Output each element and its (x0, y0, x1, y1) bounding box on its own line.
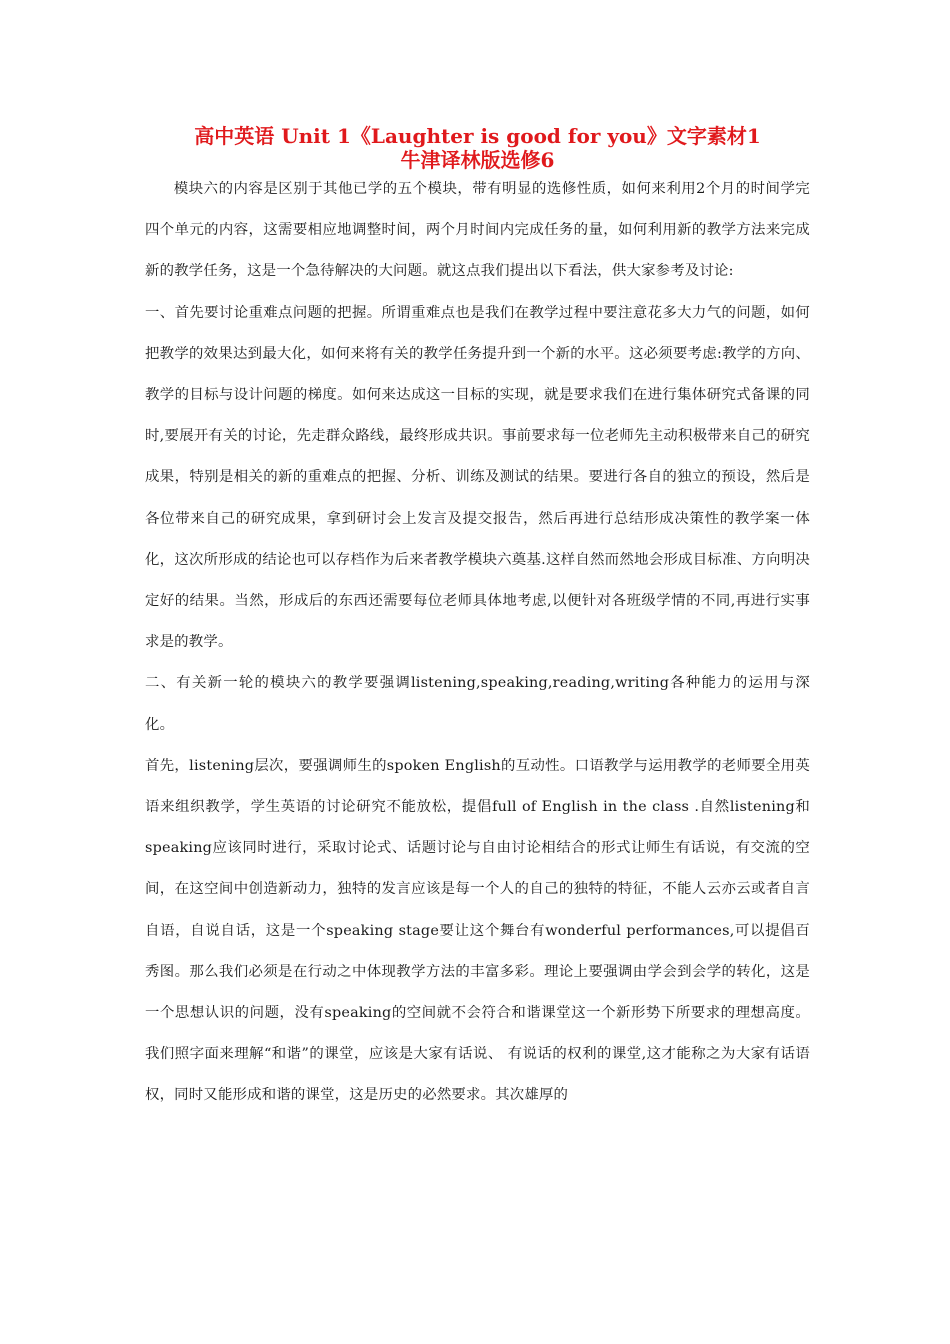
paragraph-section-one: 一、首先要讨论重难点问题的把握。所谓重难点也是我们在教学过程中要注意花多大力气的问题，如何把教学的效果达到最大化，如何来将有关的教学任务提升到一个新的水平。这必须要考虑:教学的方向、教学的目标与设计问题的梯度。如何来达成这一目标的实现，就是要求我们在进行集体研究式备课的同时,要展开有关的讨论，先走群众路线，最终形成共识。事前要求每一位老师先主动积极带来自己的研究成果，特别是相关的新的重难点的把握、分析、训练及测试的结果。要进行各自的独立的预设，然后是各位带来自己的研究成果，拿到研讨会上发言及提交报告，然后再进行总结形成决策性的教学案一体化，这次所形成的结论也可以存档作为后来者教学模块六奠基.这样自然而然地会形成目标准、方向明决定好的结果。当然，形成后的东西还需要每位老师具体地考虑,以便针对各班级学情的不同,再进行实事求是的教学。 (145, 304, 810, 651)
document-body (145, 169, 810, 1117)
paragraph-listening: 首先，listening层次，要强调师生的spoken English的互动性。口语教学与运用教学的老师要全用英语来组织教学，学生英语的讨论研究不能放松，提倡full of English in the class .自然listening和speaking应该同时进行，采取讨论式、话题讨论与自由讨论相结合的形式让师生有话说，有交流的空间，在这空间中创造新动力，独特的发言应该是每一个人的自己的独特的特征，不能人云亦云或者自言自语，自说自话，这是一个speaking stage要让这个舞台有wonderful performances,可以提倡百秀图。那么我们必须是在行动之中体现教学方法的丰富多彩。理论上要强调由学会到会学的转化，这是一个思想认识的问题，没有speaking的空间就不会符合和谐课堂这一个新形势下所要求的理想高度。我们照字面来理解“和谐”的课堂，应该是大家有话说、 有说话的权利的课堂,这才能称之为大家有话语权，同时又能形成和谐的课堂，这是历史的必然要求。其次雄厚的 (145, 757, 810, 1104)
paragraph-intro: 模块六的内容是区别于其他已学的五个模块，带有明显的选修性质，如何来利用2个月的时间学完四个单元的内容，这需要相应地调整时间，两个月时间内完成任务的量，如何利用新的教学方法来完成新的教学任务，这是一个急待解决的大问题。就这点我们提出以下看法，供大家参考及讨论: (145, 181, 810, 280)
document-title-line-2: 牛津译林版选修6 (400, 148, 555, 172)
document-title-line-1: 高中英语 Unit 1《Laughter is good for you》文字素材1 (194, 124, 761, 148)
paragraph-section-two-heading: 二、有关新一轮的模块六的教学要强调listening,speaking,reading,writing各种能力的运用与深化。 (145, 675, 810, 733)
